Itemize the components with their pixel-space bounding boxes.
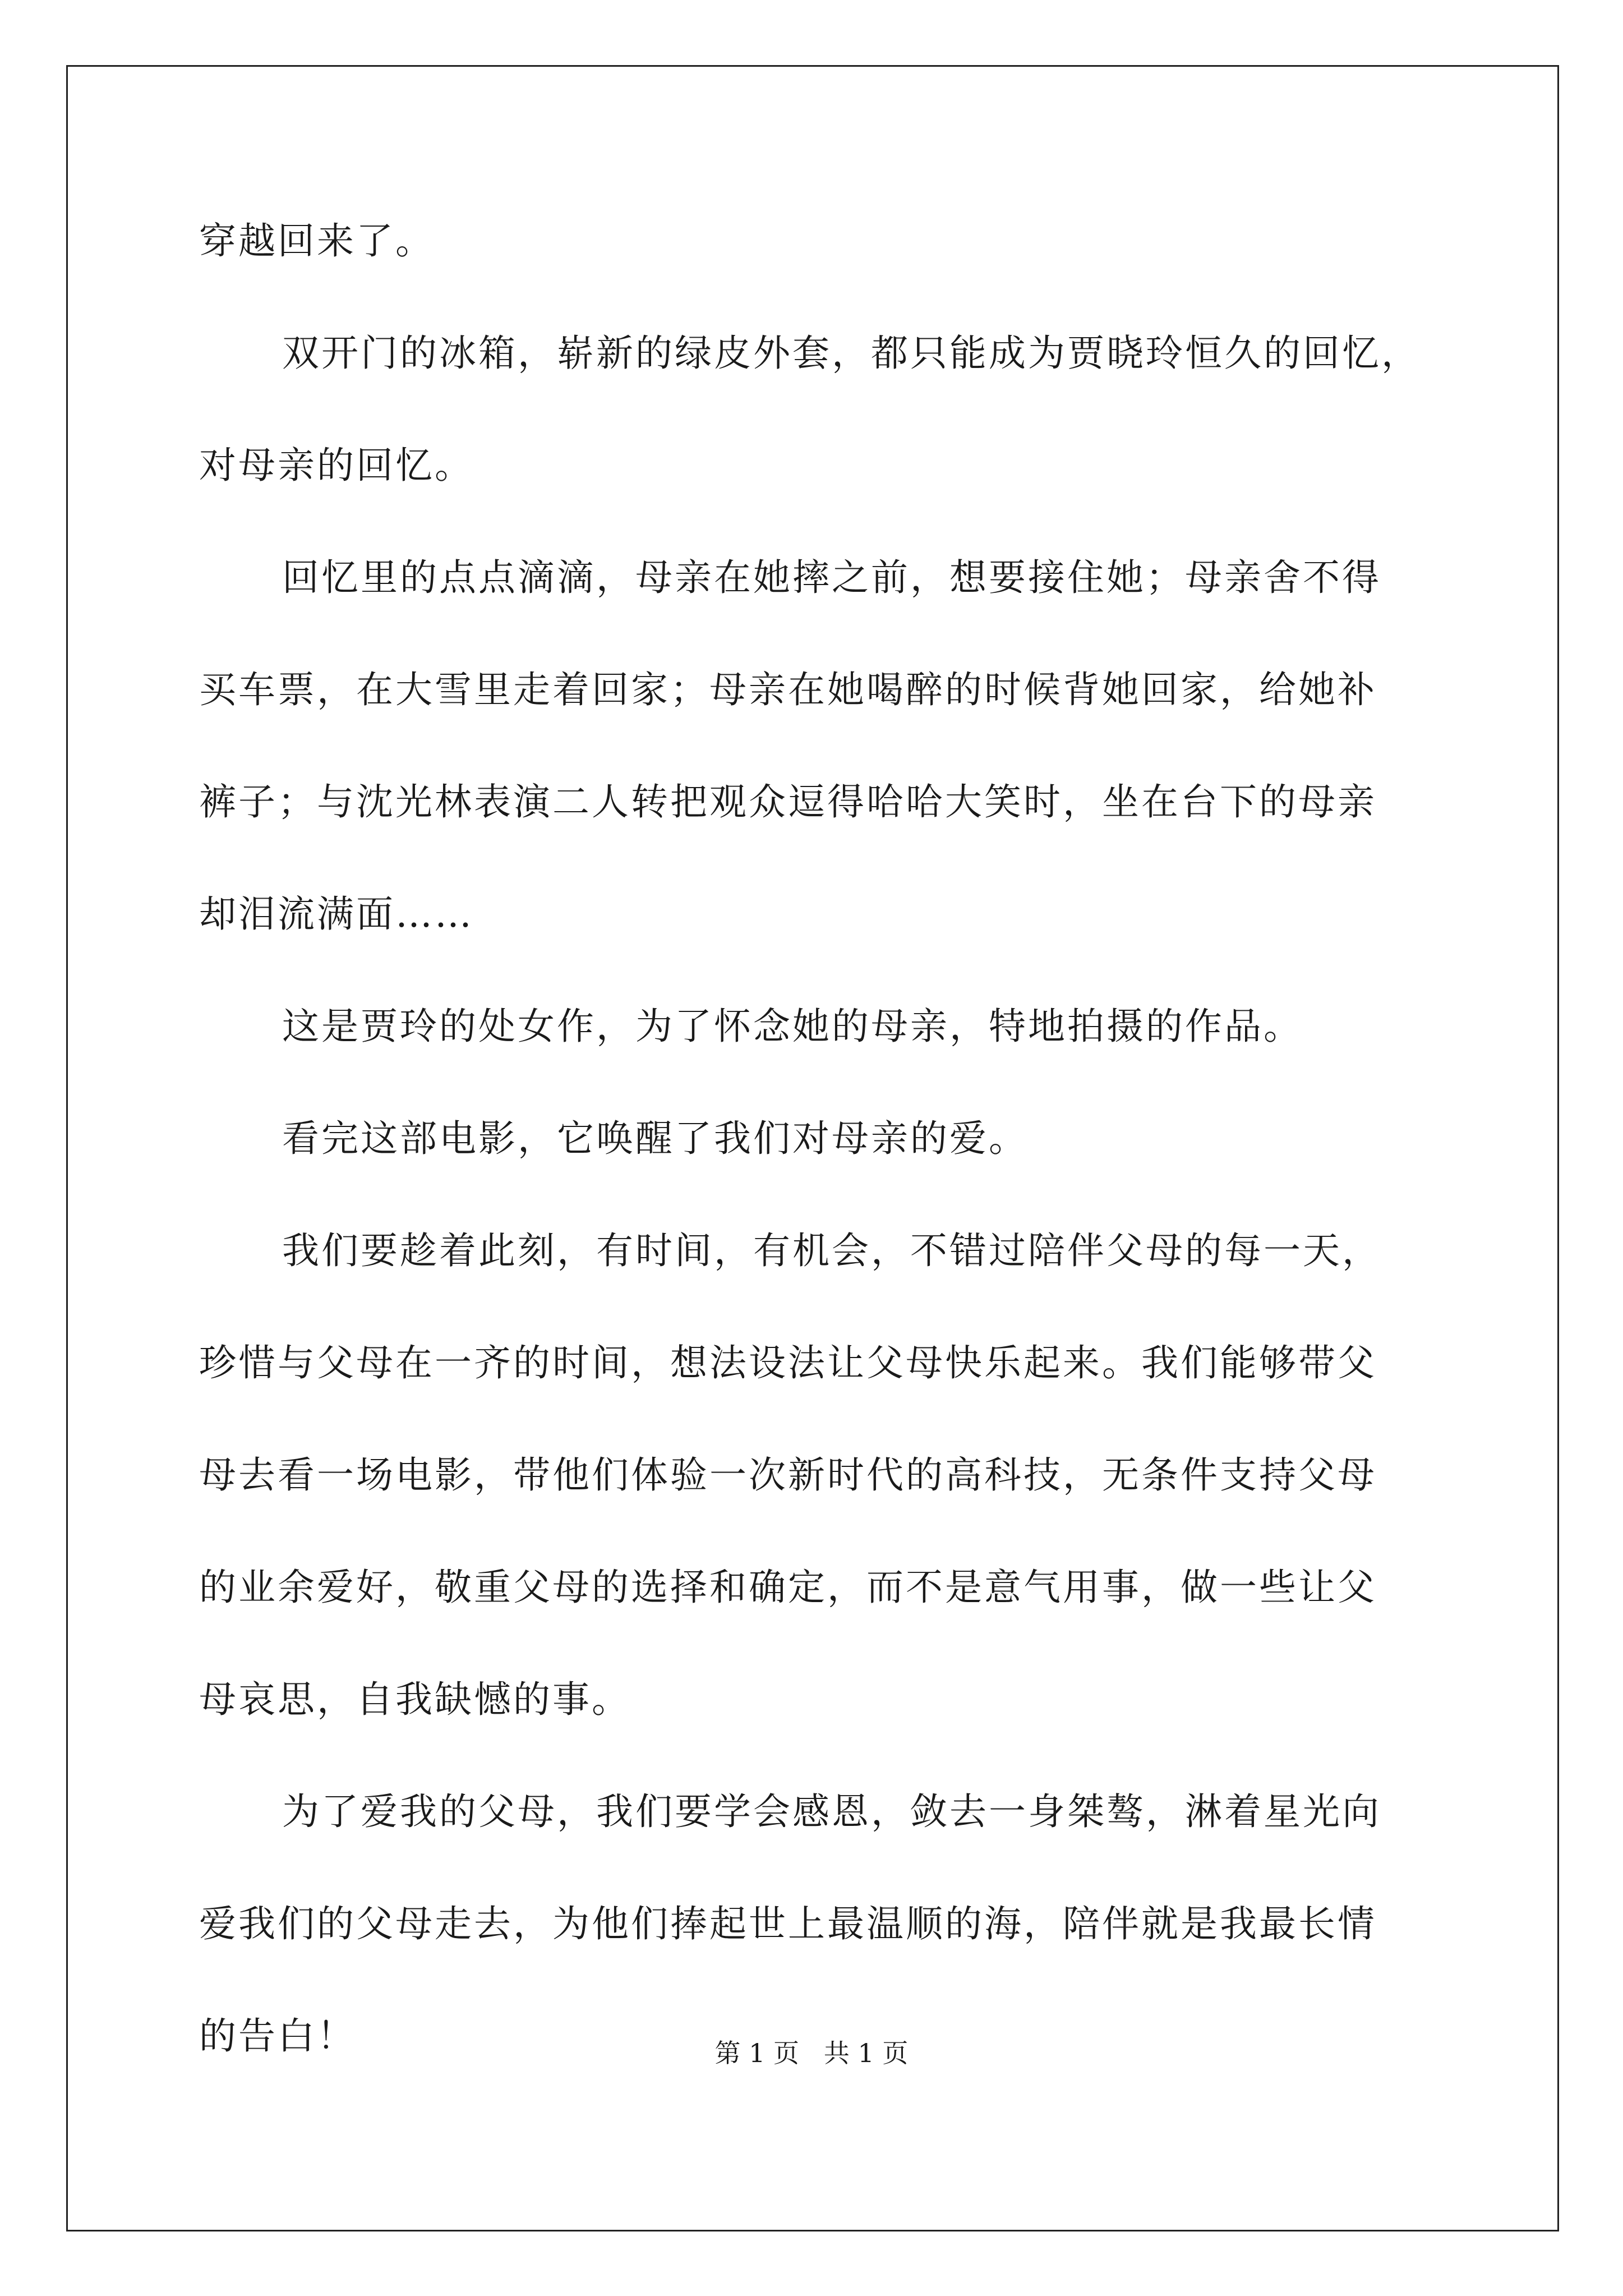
text-line: 却泪流满面…… [199, 892, 474, 936]
text-line: 母去看一场电影，带他们体验一次新时代的高科技，无条件支持父母 [199, 1453, 1377, 1497]
text-line: 对母亲的回忆。 [199, 444, 474, 487]
text-line: 为了爱我的父母，我们要学会感恩，敛去一身桀骜，淋着星光向 [282, 1790, 1381, 1833]
text-line: 买车票，在大雪里走着回家；母亲在她喝醉的时候背她回家，给她补 [199, 668, 1377, 711]
text-line: 裤子；与沈光林表演二人转把观众逗得哈哈大笑时，坐在台下的母亲 [199, 780, 1377, 823]
text-line: 珍惜与父母在一齐的时间，想法设法让父母快乐起来。我们能够带父 [199, 1341, 1377, 1384]
text-line: 回忆里的点点滴滴，母亲在她摔之前，想要接住她；母亲舍不得 [282, 556, 1381, 599]
text-line: 双开门的冰箱，崭新的绿皮外套，都只能成为贾晓玲恒久的回忆， [282, 332, 1421, 375]
text-line: 穿越回来了。 [199, 219, 435, 263]
text-line: 的业余爱好，敬重父母的选择和确定，而不是意气用事，做一些让父 [199, 1566, 1377, 1609]
page-footer: 第 1 页 共 1 页 [714, 2038, 909, 2068]
text-line: 看完这部电影，它唤醒了我们对母亲的爱。 [282, 1117, 1028, 1160]
text-line: 这是贾玲的处女作，为了怀念她的母亲，特地拍摄的作品。 [282, 1005, 1303, 1048]
text-line: 我们要趁着此刻，有时间，有机会，不错过陪伴父母的每一天， [282, 1229, 1381, 1272]
text-line: 爱我们的父母走去，为他们捧起世上最温顺的海，陪伴就是我最长情 [199, 1902, 1377, 1945]
text-line: 母哀思，自我缺憾的事。 [199, 1678, 631, 1721]
text-line: 的告白！ [199, 2014, 356, 2058]
